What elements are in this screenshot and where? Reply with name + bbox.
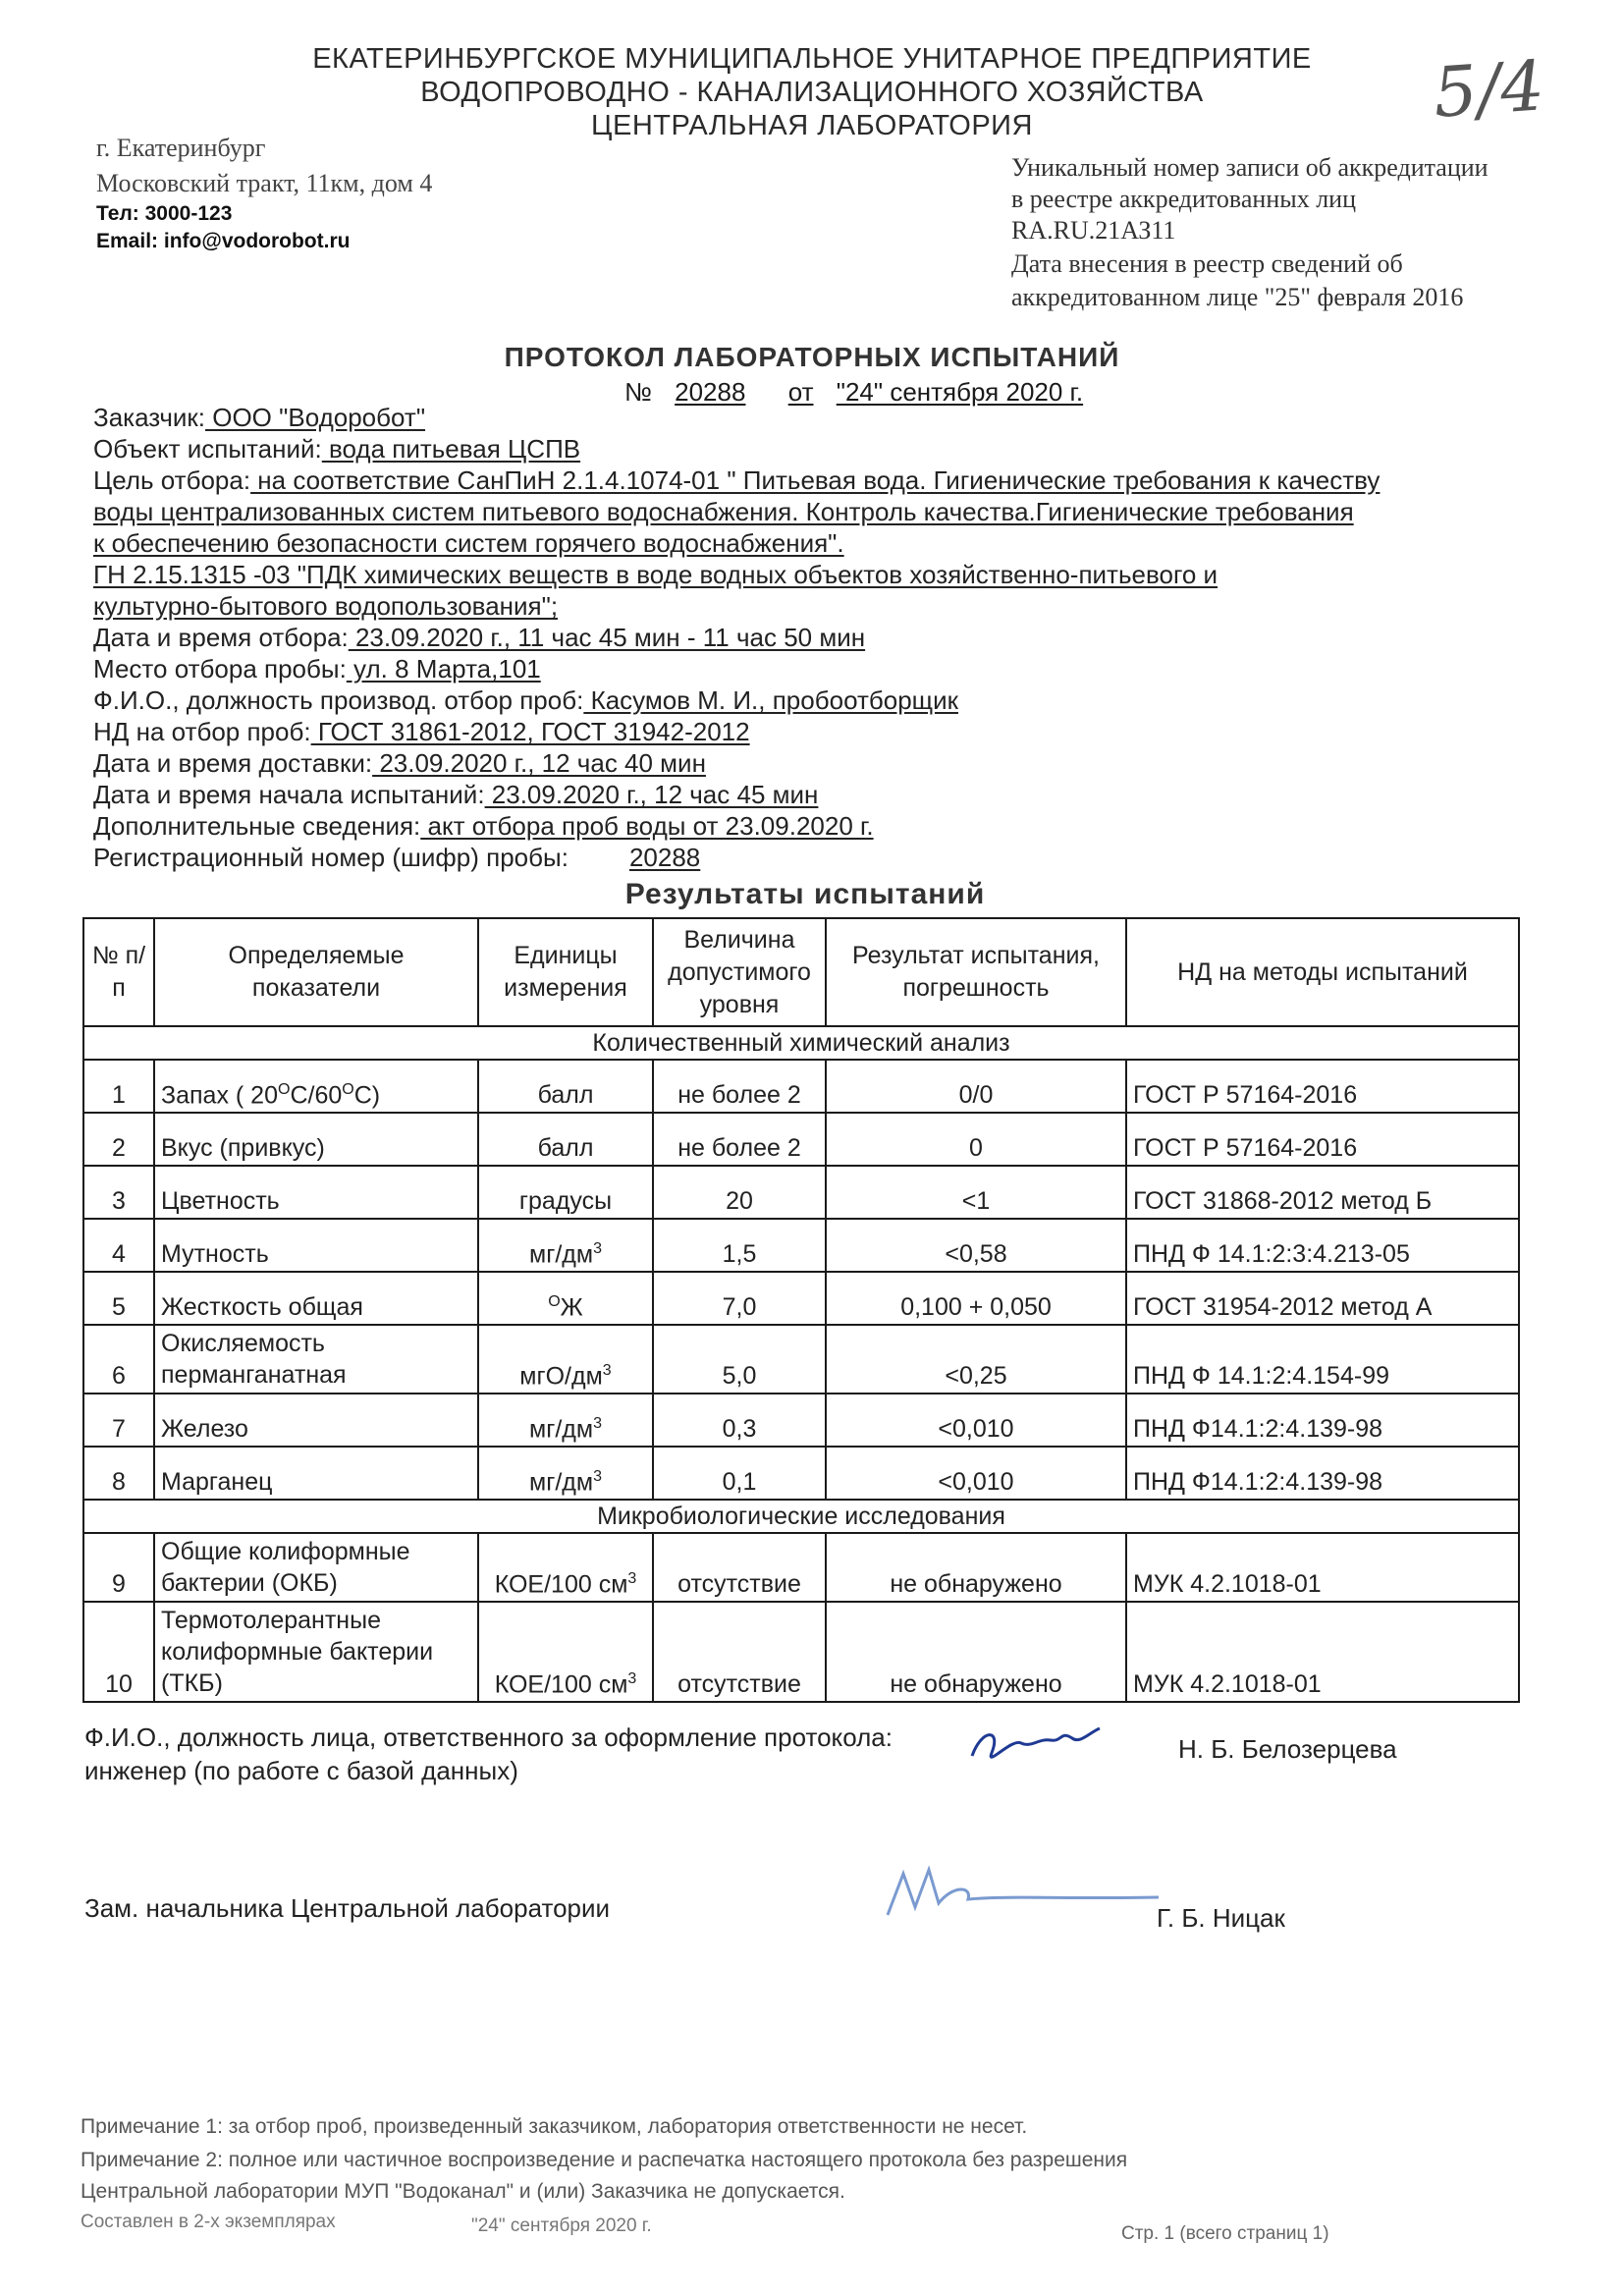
field-purpose-4: ГН 2.15.1315 -03 "ПДК химических веществ в воде водных объектов хозяйственно-питьевого и xyxy=(93,560,1218,589)
org-name-line2: ВОДОПРОВОДНО - КАНАЛИЗАЦИОННОГО ХОЗЯЙСТВА xyxy=(420,77,1204,108)
field-sampler: Ф.И.О., должность производ. отбор проб: Касумов М. И., пробоотборщик xyxy=(93,685,958,715)
address-street: Московский тракт, 11км, дом 4 xyxy=(96,169,433,197)
field-customer: Заказчик: ООО "Водоробот" xyxy=(93,403,426,432)
note-2: Примечание 2: полное или частичное воспроизведение и распечатка настоящего протокола без разрешения xyxy=(81,2149,1128,2171)
protocol-number: 20288 xyxy=(675,377,746,407)
protocol-number-line xyxy=(624,377,1083,408)
signature-1-image xyxy=(952,1709,1119,1777)
field-delivery: Дата и время доставки: 23.09.2020 г., 12 час 40 мин xyxy=(93,748,706,778)
results-table xyxy=(82,917,1520,1703)
field-purpose-3: к обеспечению безопасности систем горячего водоснабжения". xyxy=(93,528,844,558)
header-result: Результат испытания, погрешность xyxy=(826,918,1126,1026)
field-object: Объект испытаний: вода питьевая ЦСПВ xyxy=(93,434,581,464)
accreditation-line1: Уникальный номер записи об аккредитации xyxy=(1011,153,1489,182)
table-row: 10 Термотолерантные колиформные бактерии (ТКБ) КОЕ/100 $см^3$ отсутствие не обнаружено МУК 4.2.1018-01 xyxy=(83,1602,1519,1702)
header-limit: Величина допустимого уровня xyxy=(653,918,826,1026)
from-label: от xyxy=(787,377,814,407)
table-row: 2 Вкус (привкус) балл не более 2 0 ГОСТ Р 57164-2016 xyxy=(83,1113,1519,1166)
table-row: 6 Окисляемость перманганатная мгО/$дм^3$ 5,0 <0,25 ПНД Ф 14.1:2:4.154-99 xyxy=(83,1325,1519,1394)
table-header-row xyxy=(83,918,1519,1026)
field-test-start: Дата и время начала испытаний: 23.09.2020 г., 12 час 45 мин xyxy=(93,780,819,809)
number-label: № xyxy=(624,377,652,407)
footer-date: "24" сентября 2020 г. xyxy=(471,2215,652,2236)
page-number: Стр. 1 (всего страниц 1) xyxy=(1121,2223,1329,2244)
table-row: 3 Цветность градусы 20 <1 ГОСТ 31868-2012 метод Б xyxy=(83,1166,1519,1219)
header-method: НД на методы испытаний xyxy=(1126,918,1519,1026)
protocol-date: "24" сентября 2020 г. xyxy=(836,377,1084,407)
address-phone: Тел: 3000-123 xyxy=(96,202,233,225)
accreditation-line2: в реестре аккредитованных лиц xyxy=(1011,185,1356,213)
field-reg-number: Регистрационный номер (шифр) пробы: 20288 xyxy=(93,843,701,872)
indicator-cell: Запах ( $20^OС/60^OС$) xyxy=(154,1060,478,1113)
responsible-position: инженер (по работе с базой данных) xyxy=(84,1756,518,1785)
field-nd: НД на отбор проб: ГОСТ 31861-2012, ГОСТ 31942-2012 xyxy=(93,717,750,746)
table-row: 7 Железо $мг/дм^3$ 0,3 <0,010 ПНД Ф14.1:2:4.139-98 xyxy=(83,1394,1519,1447)
address-email: Email: info@vodorobot.ru xyxy=(96,230,351,252)
table-row: 8 Марганец $мг/дм^3$ 0,1 <0,010 ПНД Ф14.1:2:4.139-98 xyxy=(83,1447,1519,1500)
table-row: 4 Мутность $мг/дм^3$ 1,5 <0,58 ПНД Ф 14.1:2:3:4.213-05 xyxy=(83,1219,1519,1272)
header-indicator: Определяемые показатели xyxy=(154,918,478,1026)
head-title: Зам. начальника Центральной лаборатории xyxy=(84,1893,611,1923)
address-city: г. Екатеринбург xyxy=(96,134,266,162)
note-3: Центральной лаборатории МУП "Водоканал" и (или) Заказчика не допускается. xyxy=(81,2180,845,2203)
field-purpose: Цель отбора: на соответствие СанПиН 2.1.4.1074-01 " Питьевая вода. Гигиенические требования к качеству xyxy=(93,465,1380,495)
table-row: 5 Жесткость общая $^O$Ж 7,0 0,100 + 0,050 ГОСТ 31954-2012 метод А xyxy=(83,1272,1519,1325)
org-name-line1: ЕКАТЕРИНБУРГСКОЕ МУНИЦИПАЛЬНОЕ УНИТАРНОЕ ПРЕДПРИЯТИЕ xyxy=(312,43,1312,75)
accreditation-line4: Дата внесения в реестр сведений об xyxy=(1011,249,1403,278)
results-title: Результаты испытаний xyxy=(624,878,986,910)
accreditation-number: RA.RU.21АЗ11 xyxy=(1011,216,1176,245)
note-1: Примечание 1: за отбор проб, произведенный заказчиком, лаборатория ответственности не несет. xyxy=(81,2115,1028,2138)
header-unit: Единицы измерения xyxy=(478,918,653,1026)
org-name-line3: ЦЕНТРАЛЬНАЯ ЛАБОРАТОРИЯ xyxy=(591,110,1033,141)
protocol-title: ПРОТОКОЛ ЛАБОРАТОРНЫХ ИСПЫТАНИЙ xyxy=(504,342,1120,372)
section-chemical: Количественный химический анализ xyxy=(83,1026,1519,1060)
handwritten-number: 5/4 xyxy=(1431,45,1547,134)
field-place: Место отбора пробы: ул. 8 Марта,101 xyxy=(93,654,541,683)
signature-2-image xyxy=(874,1856,1168,1925)
head-name: Г. Б. Ницак xyxy=(1157,1903,1285,1933)
field-purpose-5: культурно-бытового водопользования"; xyxy=(93,591,559,621)
copies-note: Составлен в 2-х экземплярах xyxy=(81,2212,336,2232)
section-microbio: Микробиологические исследования xyxy=(83,1500,1519,1533)
table-row: 9 Общие колиформные бактерии (ОКБ) КОЕ/100 $см^3$ отсутствие не обнаружено МУК 4.2.1018-01 xyxy=(83,1533,1519,1602)
header-num: № п/п xyxy=(83,918,154,1026)
table-row: 1 Запах ( $20^OС/60^OС$) балл не более 2 0/0 ГОСТ Р 57164-2016 xyxy=(83,1060,1519,1113)
accreditation-date: аккредитованном лице "25" февраля 2016 xyxy=(1011,283,1464,311)
field-sampling-time: Дата и время отбора: 23.09.2020 г., 11 час 45 мин - 11 час 50 мин xyxy=(93,623,866,652)
responsible-name: Н. Б. Белозерцева xyxy=(1178,1734,1397,1764)
field-extra: Дополнительные сведения: акт отбора проб воды от 23.09.2020 г. xyxy=(93,811,874,841)
responsible-label: Ф.И.О., должность лица, ответственного за оформление протокола: xyxy=(84,1722,893,1752)
field-purpose-2: воды централизованных систем питьевого водоснабжения. Контроль качества.Гигиенические требования xyxy=(93,497,1354,526)
